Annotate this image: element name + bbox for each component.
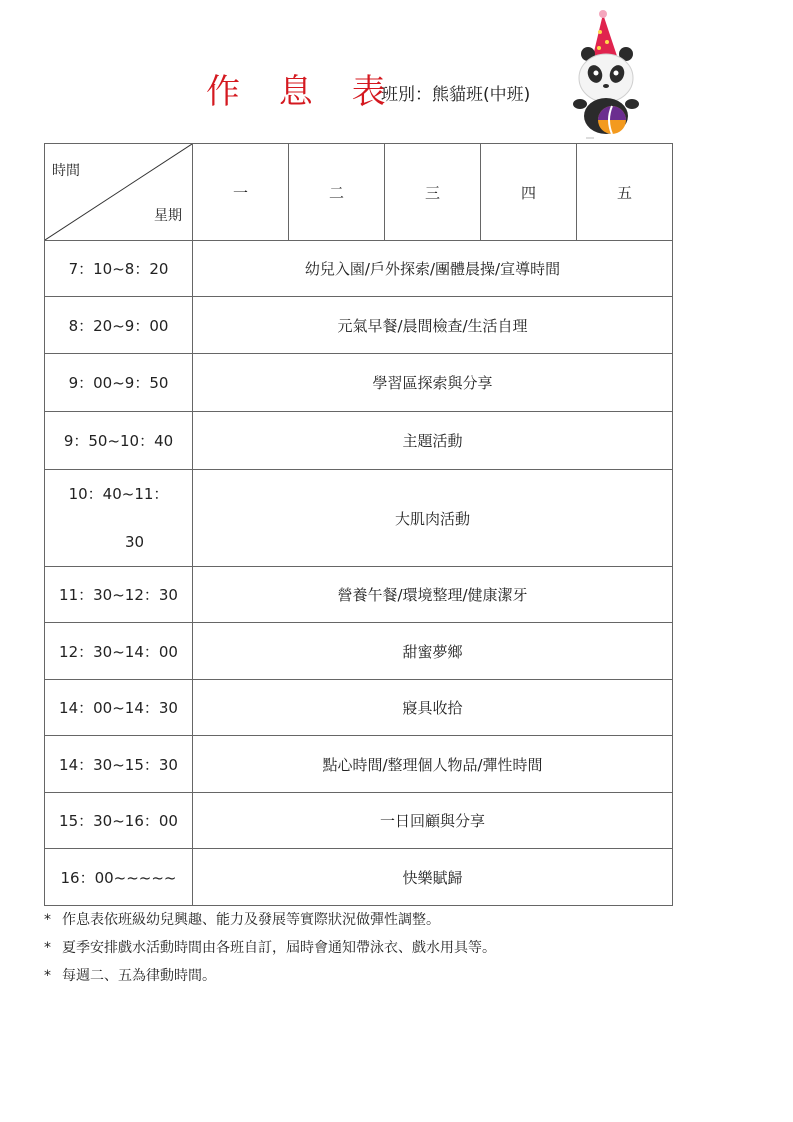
corner-cell bbox=[45, 144, 193, 241]
time-cell: 9：50~10：40 bbox=[45, 412, 193, 470]
note-bullet: * bbox=[44, 968, 51, 984]
time-cell: 9：00~9：50 bbox=[45, 354, 193, 412]
activity-cell: 主題活動 bbox=[193, 412, 673, 470]
time-cell: 14：00~14：30 bbox=[45, 680, 193, 736]
table-row bbox=[45, 297, 673, 354]
note-bullet: * bbox=[44, 940, 51, 956]
time-cell: 12：30~14：00 bbox=[45, 623, 193, 680]
activity-cell: 一日回顧與分享 bbox=[193, 793, 673, 849]
activity-cell: 快樂賦歸 bbox=[193, 849, 673, 906]
time-cell: 11：30~12：30 bbox=[45, 567, 193, 623]
time-line-1: 10：40~11： bbox=[68, 485, 169, 503]
time-line-2: 30 bbox=[124, 533, 145, 551]
table-row bbox=[45, 849, 673, 906]
diagonal-line bbox=[45, 144, 192, 240]
header-row bbox=[45, 144, 673, 241]
time-cell: 16：00~~~~~ bbox=[45, 849, 193, 906]
activity-cell: 幼兒入園/戶外探索/團體晨操/宣導時間 bbox=[193, 241, 673, 297]
day-header: 三 bbox=[385, 144, 481, 241]
table-row bbox=[45, 793, 673, 849]
table-row bbox=[45, 623, 673, 680]
table-row bbox=[45, 241, 673, 297]
time-cell bbox=[45, 470, 193, 567]
panda-icon bbox=[570, 8, 642, 140]
activity-cell: 營養午餐/環境整理/健康潔牙 bbox=[193, 567, 673, 623]
activity-cell: 甜蜜夢鄉 bbox=[193, 623, 673, 680]
time-cell: 8：20~9：00 bbox=[45, 297, 193, 354]
activity-cell: 大肌肉活動 bbox=[193, 470, 673, 567]
time-cell: 14：30~15：30 bbox=[45, 736, 193, 793]
corner-day-label: 星期 bbox=[154, 208, 182, 224]
page-title: 作 息 表 bbox=[206, 72, 400, 112]
note-text: 夏季安排戲水活動時間由各班自訂，屆時會通知帶泳衣、戲水用具等。 bbox=[62, 940, 496, 956]
day-header: 二 bbox=[289, 144, 385, 241]
note-text: 作息表依班級幼兒興趣、能力及發展等實際狀況做彈性調整。 bbox=[62, 912, 440, 928]
activity-cell: 學習區探索與分享 bbox=[193, 354, 673, 412]
schedule-table bbox=[44, 143, 673, 906]
day-header: 五 bbox=[577, 144, 673, 241]
day-header: 一 bbox=[193, 144, 289, 241]
time-cell: 7：10~8：20 bbox=[45, 241, 193, 297]
note-item bbox=[44, 908, 496, 936]
table-row bbox=[45, 567, 673, 623]
table-row bbox=[45, 412, 673, 470]
table-row bbox=[45, 470, 673, 567]
note-item bbox=[44, 964, 496, 992]
note-bullet: * bbox=[44, 912, 51, 928]
table-row bbox=[45, 354, 673, 412]
table-row bbox=[45, 736, 673, 793]
table-row bbox=[45, 680, 673, 736]
note-text: 每週二、五為律動時間。 bbox=[62, 968, 216, 984]
day-header: 四 bbox=[481, 144, 577, 241]
time-cell: 15：30~16：00 bbox=[45, 793, 193, 849]
activity-cell: 寢具收拾 bbox=[193, 680, 673, 736]
activity-cell: 元氣早餐/晨間檢查/生活自理 bbox=[193, 297, 673, 354]
activity-cell: 點心時間/整理個人物品/彈性時間 bbox=[193, 736, 673, 793]
notes-list bbox=[44, 908, 496, 992]
class-label: 班別：熊貓班(中班) bbox=[381, 85, 531, 105]
corner-time-label: 時間 bbox=[52, 163, 80, 179]
note-item bbox=[44, 936, 496, 964]
